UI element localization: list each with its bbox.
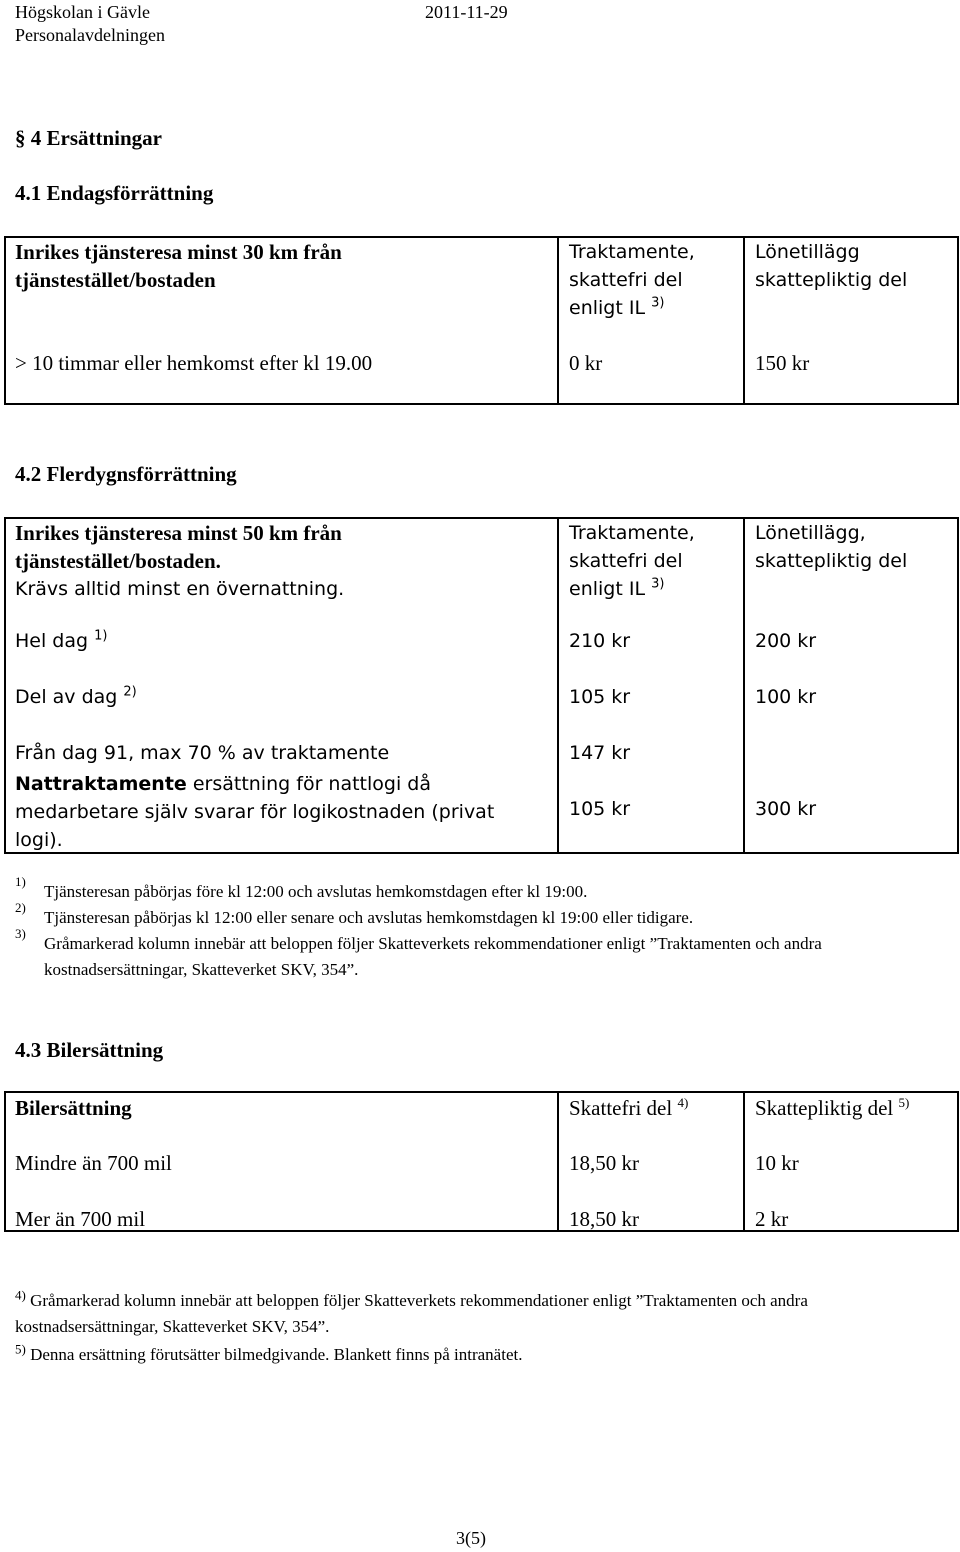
- column-divider: [557, 1091, 559, 1232]
- section-symbol: §: [15, 126, 26, 150]
- table-row-taxfree: 105 kr: [569, 798, 631, 820]
- subsection-title-4-1: 4.1 Endagsförrättning: [15, 181, 214, 205]
- table-row-label: Mindre än 700 mil: [15, 1151, 172, 1175]
- table-header-taxfree: Traktamente, skattefri del enligt IL $^{3)}$: [569, 522, 695, 600]
- table-row-label: Mer än 700 mil: [15, 1207, 146, 1231]
- footnote-marker: 1): [15, 874, 26, 889]
- section-heading: [15, 126, 162, 151]
- table-row-label: Från dag 91, max 70 % av traktamente: [15, 742, 390, 764]
- table-header-taxable: Skattepliktig del $^{5)}$: [755, 1095, 910, 1120]
- footnote-text: Tjänsteresan påbörjas före kl 12:00 och avslutas hemkomstdagen efter kl 19:00.: [44, 882, 588, 901]
- table-header-description: Inrikes tjänsteresa minst 30 km från tjänstestället/bostaden: [15, 240, 342, 292]
- subsection-title-4-2: 4.2 Flerdygnsförrättning: [15, 462, 237, 486]
- table-row-taxfree: 105 kr: [569, 686, 631, 708]
- table-header-taxfree: Skattefri del $^{4)}$: [569, 1095, 689, 1120]
- table-header-description: Inrikes tjänsteresa minst 50 km från tjänstestället/bostaden. Krävs alltid minst en övernattning.: [15, 521, 345, 600]
- table-row-label: > 10 timmar eller hemkomst efter kl 19.00: [15, 351, 373, 375]
- footnote-text: $^{5)}$ Denna ersättning förutsätter bilmedgivande. Blankett finns på intranätet.: [15, 1341, 523, 1364]
- table-header-taxable: Lönetillägg, skattepliktig del: [755, 522, 908, 572]
- column-divider: [557, 517, 559, 854]
- table-row-label: Del av dag $^{2)}$: [15, 684, 137, 708]
- table-row-taxfree: 18,50 kr: [569, 1151, 639, 1175]
- table-row-label: Hel dag $^{1)}$: [15, 628, 108, 652]
- document-date: 2011-11-29: [425, 2, 508, 22]
- table-header-taxfree: Traktamente, skattefri del enligt IL $^{3)}$: [569, 241, 695, 319]
- table-row-taxable: 150 kr: [755, 351, 810, 375]
- table-row-taxable: 2 kr: [755, 1207, 789, 1231]
- footnote-text: Tjänsteresan påbörjas kl 12:00 eller senare och avslutas hemkomstdagen kl 19:00 eller tidigare.: [44, 908, 694, 927]
- subsection-title-4-3: 4.3 Bilersättning: [15, 1038, 164, 1062]
- table-row-nattraktamente: Nattraktamente ersättning för nattlogi då medarbetare själv svarar för logikostnaden (privat logi).: [15, 773, 495, 851]
- table-row-taxfree: 210 kr: [569, 630, 631, 652]
- table-row-taxable: 300 kr: [755, 798, 817, 820]
- footnote-marker: 3): [15, 926, 26, 941]
- footnote-text: $^{4)}$ Gråmarkerad kolumn innebär att beloppen följer Skatteverkets rekommendationer enligt ”Traktamenten och andra kostnadsersättningar, Skatteverket SKV, 354”.: [15, 1287, 808, 1336]
- column-divider: [743, 517, 745, 854]
- table-row-taxfree: 147 kr: [569, 742, 631, 764]
- footnote-text: Gråmarkerad kolumn innebär att beloppen följer Skatteverkets rekommendationer enligt ”Traktamenten och andra kostnadsersättningar, Skatteverket SKV, 354”.: [44, 934, 822, 979]
- section-title: 4 Ersättningar: [30, 126, 162, 150]
- table-row-taxfree: 0 kr: [569, 351, 603, 375]
- footnote-marker: 2): [15, 900, 26, 915]
- page-number: 3(5): [456, 1528, 486, 1548]
- column-divider: [557, 236, 559, 405]
- table-row-taxable: 10 kr: [755, 1151, 799, 1175]
- table-row-taxable: 200 kr: [755, 630, 817, 652]
- table-header-description: Bilersättning: [15, 1096, 132, 1120]
- table-row-taxable: 100 kr: [755, 686, 817, 708]
- column-divider: [743, 1091, 745, 1232]
- table-row-taxfree: 18,50 kr: [569, 1207, 639, 1231]
- department-name: Personalavdelningen: [15, 25, 165, 45]
- table-header-taxable: Lönetillägg skattepliktig del: [755, 241, 908, 291]
- org-name: Högskolan i Gävle: [15, 2, 150, 22]
- column-divider: [743, 236, 745, 405]
